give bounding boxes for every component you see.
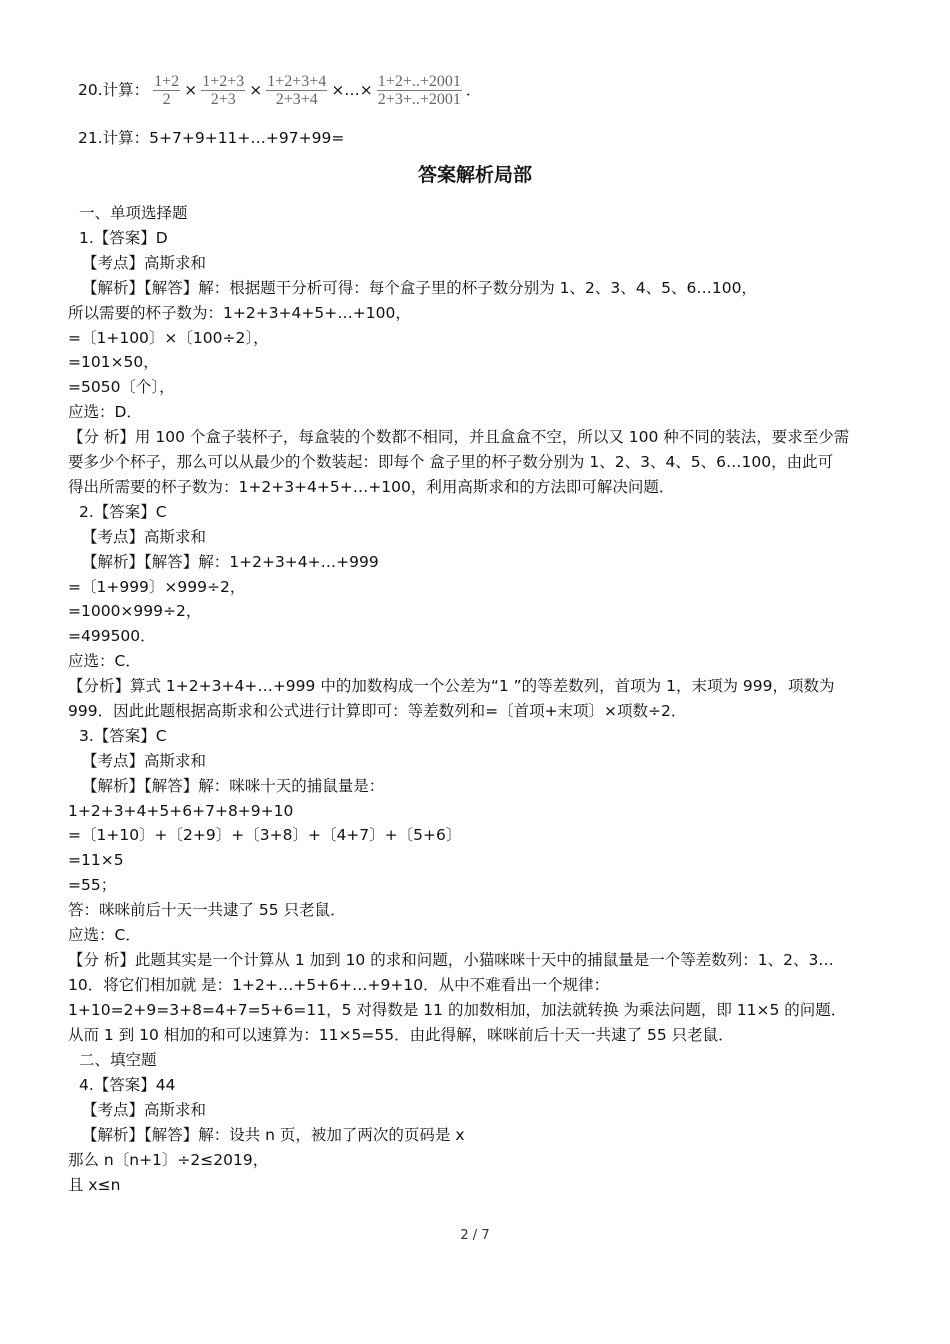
text-line: =101×50， — [68, 353, 159, 371]
text-line: =55； — [68, 876, 117, 894]
analysis-line: 10．将它们相加就 是：1+2+…+5+6+…+9+10．从中不难看出一个规律： — [68, 976, 610, 994]
question-20: 20.计算： $\frac{1+2}{2}$ × $\frac{1+2+3}{2+3}$ × $\frac{1+2+3+4}{2+3+4}$ ×…× $\frac{1+2+..+2001}{2+3+..+2001}$ ． — [78, 73, 482, 108]
fraction-4: $\frac{1+2+..+2001}{2+3+..+2001}$ — [377, 73, 461, 108]
answer-line: 4.【答案】44 — [79, 1076, 176, 1094]
answer-line: 1.【答案】D — [79, 229, 168, 247]
text-line: =〔1+10〕+〔2+9〕+〔3+8〕+〔4+7〕+〔5+6〕 — [68, 826, 462, 844]
text-line: 1+2+3+4+5+6+7+8+9+10 — [68, 802, 294, 820]
text-line: 所以需要的杯子数为：1+2+3+4+5+…+100， — [68, 304, 411, 322]
text-line: =499500． — [68, 627, 156, 645]
section-heading: 二、填空题 — [79, 1051, 157, 1069]
answer-line: 2.【答案】C — [79, 503, 167, 521]
analysis-line: 999．因此此题根据高斯求和公式进行计算即可：等差数列和=〔首项+末项〕×项数÷2． — [68, 702, 687, 720]
text-line: 应选：C． — [68, 926, 141, 944]
topic-line: 【考点】高斯求和 — [82, 528, 207, 546]
text-line: =1000×999÷2， — [68, 602, 202, 620]
section-title: 答案解析局部 — [417, 164, 532, 186]
text-line: =〔1+999〕×999÷2， — [68, 578, 246, 596]
text-line: 且 x≤n — [68, 1176, 121, 1194]
analysis-line: 从而 1 到 10 相加的和可以速算为：11×5=55．由此得解，咪咪前后十天一共逮了 55 只老鼠． — [68, 1026, 734, 1044]
topic-line: 【考点】高斯求和 — [82, 752, 207, 770]
solution-line: 【解析】【解答】解：设共 n 页，被加了两次的页码是 x — [82, 1126, 465, 1144]
topic-line: 【考点】高斯求和 — [82, 254, 207, 272]
fraction-3: $\frac{1+2+3+4}{2+3+4}$ — [267, 73, 327, 108]
solution-line: 【解析】【解答】解：根据题干分析可得：每个盒子里的杯子数分别为 1、2、3、4、5、6…100， — [82, 279, 757, 297]
page-number: 2 / 7 — [460, 1228, 490, 1243]
analysis-line: 【分析】算式 1+2+3+4+…+999 中的加数构成一个公差为“1 ”的等差数列，首项为 1，末项为 999，项数为 — [68, 677, 835, 695]
text-line: 应选：C． — [68, 652, 141, 670]
analysis-line: 要多少个杯子，那么可以从最少的个数装起：即每个 盒子里的杯子数分别为 1、2、3、4、5、6…100，由此可 — [68, 453, 834, 471]
solution-line: 【解析】【解答】解：1+2+3+4+…+999 — [82, 553, 379, 571]
fraction-2: $\frac{1+2+3}{2+3}$ — [202, 73, 245, 108]
q20-prefix: 20.计算： — [78, 81, 150, 99]
text-line: =11×5 — [68, 851, 124, 869]
analysis-line: 得出所需要的杯子数为：1+2+3+4+5+…+100，利用高斯求和的方法即可解决问题． — [68, 478, 675, 496]
fraction-1: $\frac{1+2}{2}$ — [154, 73, 180, 108]
topic-line: 【考点】高斯求和 — [82, 1101, 207, 1119]
text-line: 答：咪咪前后十天一共逮了 55 只老鼠． — [68, 901, 346, 919]
answer-line: 3.【答案】C — [79, 727, 167, 745]
text-line: 那么 n〔n+1〕÷2≤2019， — [68, 1151, 269, 1169]
text-line: 应选：D． — [68, 403, 142, 421]
solution-line: 【解析】【解答】解：咪咪十天的捕鼠量是： — [82, 777, 385, 795]
question-21: 21.计算：5+7+9+11+…+97+99= — [78, 129, 345, 147]
analysis-line: 【分 析】用 100 个盒子装杯子，每盒装的个数都不相同，并且盒盒不空，所以又 100 种不同的装法，要求至少需 — [68, 428, 850, 446]
text-line: =5050〔个〕， — [68, 378, 175, 396]
section-heading: 一、单项选择题 — [79, 204, 188, 222]
text-line: =〔1+100〕×〔100÷2〕， — [68, 329, 269, 347]
analysis-line: 【分 析】此题其实是一个计算从 1 加到 10 的求和问题，小猫咪咪十天中的捕鼠量是一个等差数列：1、2、3… — [68, 951, 834, 969]
analysis-line: 1+10=2+9=3+8=4+7=5+6=11，5 对得数是 11 的加数相加，加法就转换 为乘法问题，即 11×5 的问题． — [68, 1001, 847, 1019]
